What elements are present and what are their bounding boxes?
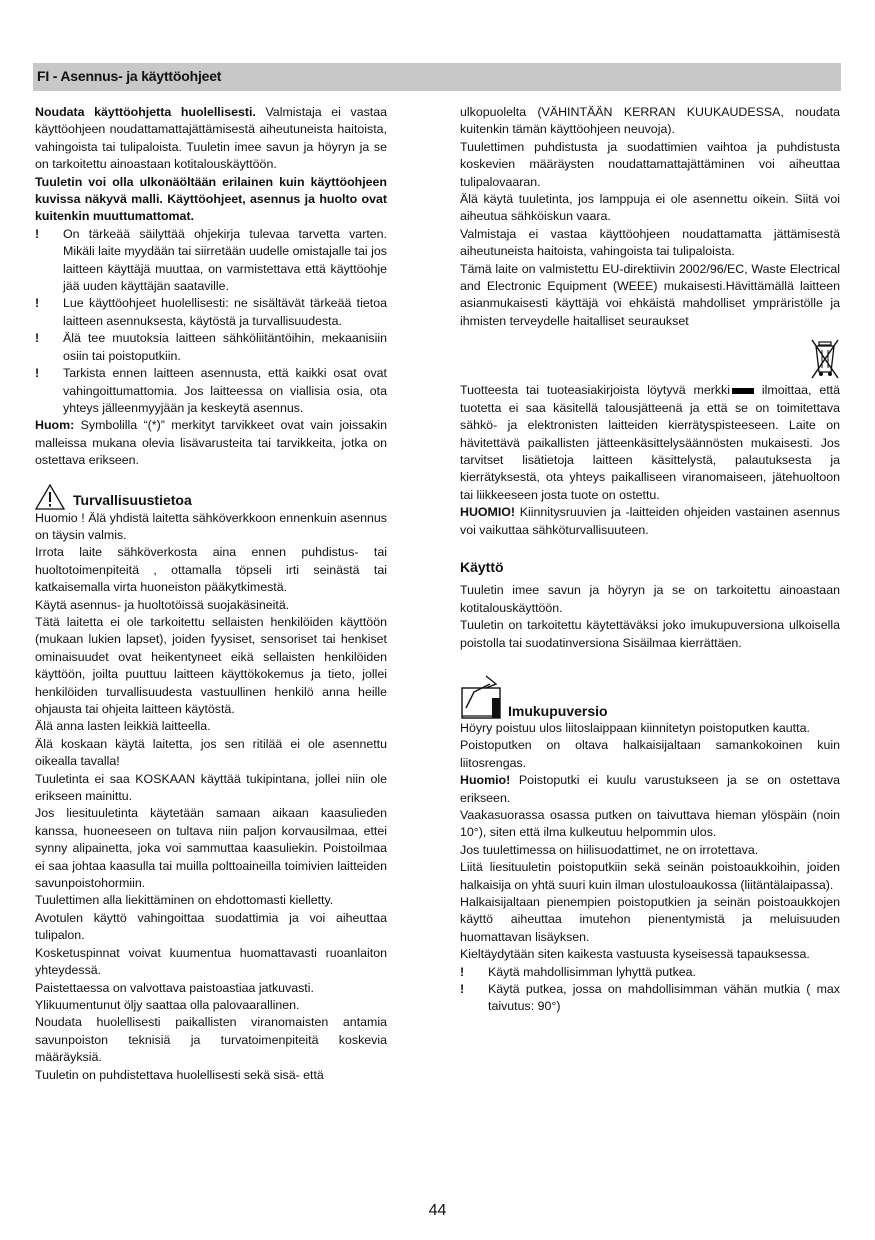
left-column [35,104,387,1084]
body-paragraph: Valmistaja ei vastaa käyttöohjeen noudattamatta jättämisestä aiheutuneista haitoista, vahingoista tai tulipaloista. [460,226,840,259]
safety-title: Turvallisuustietoa [73,492,192,509]
safety-paragraph: Paistettaessa on valvottava paistoastiaa jatkuvasti. [35,980,314,995]
weee-bin-icon [810,338,840,382]
safety-paragraph: Avotulen käyttö vahingoittaa suodattimia ja voi aiheuttaa tulipalon. [35,910,387,943]
house-exhaust-icon [460,672,504,720]
safety-paragraph: Tätä laitetta ei ole tarkoitettu sellaisten henkilöiden käyttöön (mukaan lukien lapset), joiden fyysiset, sensoriset tai henkiset ominaisuudet ovat heikentyneet eikä sellaisten henkilöiden käyttöön, joilta puuttuu laitteen käyttökokemus ja tieto, jollei henkilöiden turvallisuudesta vastuullinen henkilö anna heille ohjausta tai ohjeita laitteen käytöstä. [35,614,387,716]
safety-paragraph: Huomio ! Älä yhdistä laitetta sähköverkkoon ennenkuin asennus on täysin valmis. [35,510,387,542]
safety-paragraph: Ylikuumentunut öljy saattaa olla palovaarallinen. [35,997,300,1012]
list-item: ! Älä tee muutoksia laitteen sähköliitäntöihin, mekaanisiin osiin tai poistoputkiin. [35,331,387,363]
list-item: ! Käytä mahdollisimman lyhyttä putkea. [460,964,696,979]
ducted-title: Imukupuversio [508,702,608,719]
ducted-paragraph: Kieltäydytään siten kaikesta vastuusta kyseisessä tapauksessa. [460,947,810,962]
safety-paragraph: Älä koskaan käytä laitetta, jos sen ritilää ei ole asennettu oikealla tavalla! [35,736,387,769]
safety-paragraph: Tuuletinta ei saa KOSKAAN käyttää tukipintana, jollei niin ole erikseen mainittu. [35,771,387,804]
use-paragraph: Tuuletin on tarkoitettu käytettäväksi joko imukupuversiona ulkoisella poistolla tai suodatinversiona Sisäilmaa kierrättäen. [460,618,840,650]
right-column [460,104,840,1016]
huomio-paragraph: HUOMIO! Kiinnitysruuvien ja -laitteiden ohjeiden vastainen asennus voi vaikuttaa sähköturvallisuuteen. [460,505,840,537]
weee-paragraph: Tuotteesta tai tuoteasiakirjoista löytyvä merkki ilmoittaa, että tuotetta ei saa käsitellä talousjätteenä ja että se on toimitettava sähkö- ja elektronisten laitteiden kierrätyspisteeseen. Laite on hävitettävä paikallisten jätteenkäsittelysäännösten mukaisesti. Jos tarvitset lisätietoja laitteen käsittelystä, palautuksesta ja kierrätyksestä, ota yhteys paikalliseen viranomaiseen, jätehuoltoon tai liikkeeseen josta tuote on ostettu. [460,383,840,502]
intro-paragraph: Noudata käyttöohjetta huolellisesti. Valmistaja ei vastaa käyttöohjeen noudattamattajättämisestä aiheutuneista haitoista, vahingoista tai tulipaloista. Tuuletin imee savun ja höyryn ja se on tarkoitettu ainoastaan kotitalouskäyttöön. [35,105,388,172]
ducted-paragraph: Vaakasuorassa osassa putken on taivuttava hieman ylöspäin (noin 10°), siten että ilma kulkeutuu helpommin ulos. [460,808,840,840]
ducted-note: Huomio! Poistoputki ei kuulu varustukseen ja se on ostettava erikseen. [460,773,840,805]
ducted-paragraph: Poistoputken on oltava halkaisijaltaan samankokoinen kuin liitosrengas. [460,738,840,770]
ducted-paragraph: Höyry poistuu ulos liitoslaippaan kiinnitetyn poistoputken kautta. [460,720,810,735]
page-number: 44 [428,1202,447,1219]
list-item: ! Lue käyttöohjeet huolellisesti: ne sisältävät tärkeää tietoa laitteen asennuksesta, käytöstä ja turvallisuudesta. [35,296,387,328]
safety-heading [35,484,387,510]
note-paragraph: Huom: Symbolilla “(*)” merkityt tarvikkeet ovat vain joissakin malleissa mukana olevia lisävarusteita tai tarvikkeita, jotka on ostettava erikseen. [35,418,387,468]
safety-paragraph: Irrota laite sähköverkosta aina ennen puhdistus- tai huoltotoimenpiteitä , ottamalla töpseli irti seinästä tai katkaisemalla virta huoneiston pääkytkimestä. [35,545,387,595]
list-item: ! On tärkeää säilyttää ohjekirja tulevaa tarvetta varten. Mikäli laite myydään tai siirretään uudelle omistajalle tai jos laitteen käyttäjä muuttaa, on varmistettava että käyttöohje jää uuden käyttäjän saataville. [35,226,387,294]
body-paragraph: ulkopuolelta (VÄHINTÄÄN KERRAN KUUKAUDESSA, noudata kuitenkin tämän käyttöohjeen neuvoja). [460,105,840,137]
safety-paragraph: Jos liesituuletinta käytetään samaan aikaan kaasulieden kanssa, huoneeseen on tultava niin paljon korvausilmaa, ettei synny alipainetta, joka voi sammuttaa kaasuliekin. Poistoilmaa ei saa johtaa kaasulla tai muilla polttoaineilla toimivien laitteiden savunpoistohormiin. [35,806,387,891]
list-item: ! Tarkista ennen laitteen asennusta, että kaikki osat ovat vahingoittumattomia. Jos laitteessa on viallisia osia, ota yhteys jälleenmyyjään ja keskeytä asennus. [35,366,387,415]
weee-bar-icon [732,388,754,394]
list-item: ! Käytä putkea, jossa on mahdollisimman vähän mutkia ( max taivutus: 90°) [460,982,840,1014]
section-title: FI - Asennus- ja käyttöohjeet [37,68,222,84]
use-paragraph: Tuuletin imee savun ja höyryn ja se on tarkoitettu ainoastaan kotitalouskäyttöön. [460,583,840,615]
ducted-paragraph: Jos tuulettimessa on hiilisuodattimet, ne on irrotettava. [460,842,759,857]
safety-paragraph: Noudata huolellisesti paikallisten viranomaisten antamia savunpoiston teknisiä ja turvatoimenpiteitä koskevia määräyksiä. [35,1015,387,1065]
safety-paragraph: Kosketuspinnat voivat kuumentua huomattavasti ruoanlaiton yhteydessä. [35,945,387,978]
ducted-paragraph: Liitä liesituuletin poistoputkiin sekä seinän poistoaukkoihin, joiden halkaisija on yhtä suuri kuin ilman ulostuloaukossa (liitäntälaipassa). [460,860,840,892]
ducted-paragraph: Halkaisijaltaan pienempien poistoputkien ja seinän poistoaukkojen käyttö aiheuttaa imutehon pienentymistä ja meluisuuden huomattavan lisäyksen. [460,895,840,944]
use-title: Käyttö [460,558,504,575]
ducted-heading [460,672,840,720]
safety-paragraph: Käytä asennus- ja huoltotöissä suojakäsineitä. [35,597,290,612]
body-paragraph: Älä käytä tuuletinta, jos lamppuja ei ole asennettu oikein. Siitä voi aiheutua sähköiskun vaara. [460,192,840,224]
section-header [33,63,841,91]
safety-paragraph: Tuuletin on puhdistettava huolellisesti sekä sisä- että [35,1067,324,1082]
body-paragraph: Tuulettimen puhdistusta ja suodattimien vaihtoa ja puhdistusta koskevien määräysten noudattamattajättäminen voi aiheuttaa tulipalovaaran. [460,139,840,189]
safety-paragraph: Älä anna lasten leikkiä laitteella. [35,719,211,734]
warning-triangle-icon [35,484,65,510]
safety-paragraph: Tuulettimen alla liekittäminen on ehdottomasti kielletty. [35,893,334,908]
body-paragraph: Tämä laite on valmistettu EU-direktiivin 2002/96/EC, Waste Electrical and Electronic Equipment (WEEE) mukaisesti.Hävittämällä laitteen asianmukaisesti käyttäjä voi ehkäistä mahdolliset ympräristölle ja ihmisten terveydelle haitalliset seuraukset [460,261,840,328]
warning-paragraph: Tuuletin voi olla ulkonäöltään erilainen kuin käyttöohjeen kuvissa näkyvä malli. Käyttöohjeet, asennus ja huolto ovat kuitenkin muuttumattomat. [35,174,387,224]
